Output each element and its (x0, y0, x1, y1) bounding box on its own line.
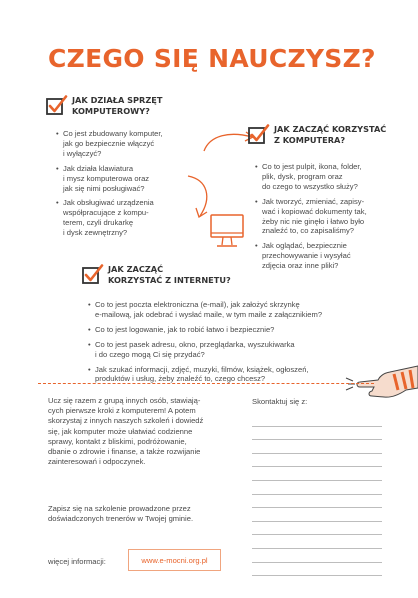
write-line (252, 467, 382, 481)
write-line (252, 495, 382, 509)
list-item (88, 365, 378, 385)
section-internet-list (88, 300, 378, 389)
section-start-heading (248, 124, 386, 146)
write-line (252, 563, 382, 577)
paragraph-line: skorzystaj z innych naszych szkoleń i dowiedź (48, 416, 204, 426)
monitor-icon (208, 212, 248, 250)
list-item (88, 325, 378, 335)
item-line: produktów i usług, żeby znaleźć to, czego chcesz? (95, 374, 266, 384)
pointing-hand-icon (338, 360, 418, 408)
contact-write-lines (252, 413, 382, 576)
paragraph-line: dbanie o zdrowie i finanse, a także rozwijanie (48, 447, 201, 457)
write-line (252, 508, 382, 522)
item-line: • Co jest zbudowany komputer, (63, 129, 163, 138)
list-item (88, 340, 378, 360)
list-item (88, 300, 378, 320)
list-item (255, 241, 405, 271)
item-line: i do czego mogą Ci się przydać? (95, 349, 205, 359)
list-item (255, 162, 405, 192)
item-line: • Jak obsługiwać urządzenia (63, 198, 154, 208)
section-heading-line: JAK ZACZĄĆ (108, 264, 164, 274)
item-line: • Co to jest poczta elektroniczna (e-mail), jak założyć skrzynkę (95, 300, 300, 309)
website-link[interactable]: www.e-mocni.org.pl (128, 549, 221, 571)
write-line (252, 535, 382, 549)
item-line: zdjęcia oraz inne pliki? (262, 261, 339, 271)
item-line: i mysz komputerowa oraz (63, 173, 150, 183)
section-start-list (255, 162, 405, 276)
paragraph-line: doświadczonych trenerów w Twojej gminie. (48, 514, 194, 524)
section-heading-line: KORZYSTAĆ Z INTERNETU? (108, 275, 231, 285)
item-line: i wyłączyć? (63, 148, 102, 158)
item-line: • Co to jest pulpit, ikona, folder, (262, 162, 362, 171)
paragraph-line: Ucz się razem z grupą innych osób, stawiają- (48, 396, 201, 405)
more-info-label: więcej informacji: (48, 557, 106, 566)
write-line (252, 481, 382, 495)
write-line (252, 413, 382, 427)
paragraph-line: cych pierwsze kroki z komputerem! A potem (48, 406, 196, 416)
item-line: terem, czyli drukarkę (63, 218, 134, 228)
item-line: znaleźć to, co zapisaliśmy? (262, 226, 355, 236)
item-line: żeby nic nie ginęło i łatwo było (262, 216, 365, 226)
item-line: i dysk zewnętrzny? (63, 228, 128, 238)
item-line: współpracujące z kompu- (63, 208, 149, 218)
item-line: • Jak szukać informacji, zdjęć, muzyki, filmów, książek, ogłoszeń, (95, 364, 309, 374)
item-line: plik, dysk, program oraz (262, 171, 343, 181)
item-line: wać i kopiować dokumenty tak, (262, 206, 367, 216)
paragraph-line: zainteresowań i odpoczynek. (48, 457, 146, 467)
page-title: CZEGO SIĘ NAUCZYSZ? (48, 44, 376, 73)
item-line: e-mailową, jak odebrać i wysłać maile, w tym maile z załącznikiem? (95, 309, 323, 319)
checkbox-icon (82, 264, 102, 284)
item-line: • Jak oglądać, bezpiecznie (262, 241, 347, 251)
checkbox-icon (46, 95, 66, 115)
item-line: • Jak tworzyć, zmieniać, zapisy- (262, 196, 365, 206)
item-line: jak się nimi posługiwać? (63, 183, 145, 193)
dashed-divider (38, 383, 374, 384)
write-line (252, 427, 382, 441)
write-line (252, 549, 382, 563)
item-line: jak go bezpiecznie włączyć (63, 138, 155, 148)
intro-paragraph (48, 396, 238, 467)
section-internet-heading (82, 264, 231, 286)
write-line (252, 454, 382, 468)
contact-label: Skontaktuj się z: (252, 397, 308, 406)
section-computer-heading (46, 95, 162, 117)
paragraph-line: się, jak komputer może ułatwiać codzienne (48, 426, 193, 436)
section-heading-line: Z KOMPUTERA? (274, 135, 346, 145)
section-heading-line: JAK ZACZĄĆ KORZYSTAĆ (274, 124, 387, 134)
item-line: do czego to wszystko służy? (262, 181, 358, 191)
item-line: • Jak działa klawiatura (63, 163, 134, 173)
checkbox-icon (248, 124, 268, 144)
signup-paragraph (48, 504, 238, 524)
section-heading-line: JAK DZIAŁA SPRZĘT (72, 95, 163, 105)
item-line: przechowywanie i wysyłać (262, 251, 351, 261)
item-line: • Co to jest logowanie, jak to robić łatwo i bezpiecznie? (95, 324, 275, 334)
write-line (252, 522, 382, 536)
item-line: • Co to jest pasek adresu, okno, przeglądarka, wyszukiwarka (95, 339, 295, 349)
paragraph-line: sprawy, kontakt z bliskimi, podróżowanie, (48, 436, 187, 446)
list-item (255, 197, 405, 237)
paragraph-line: Zapisz się na szkolenie prowadzone przez (48, 504, 191, 513)
section-heading-line: KOMPUTEROWY? (72, 106, 150, 116)
list-item (56, 129, 206, 159)
write-line (252, 440, 382, 454)
